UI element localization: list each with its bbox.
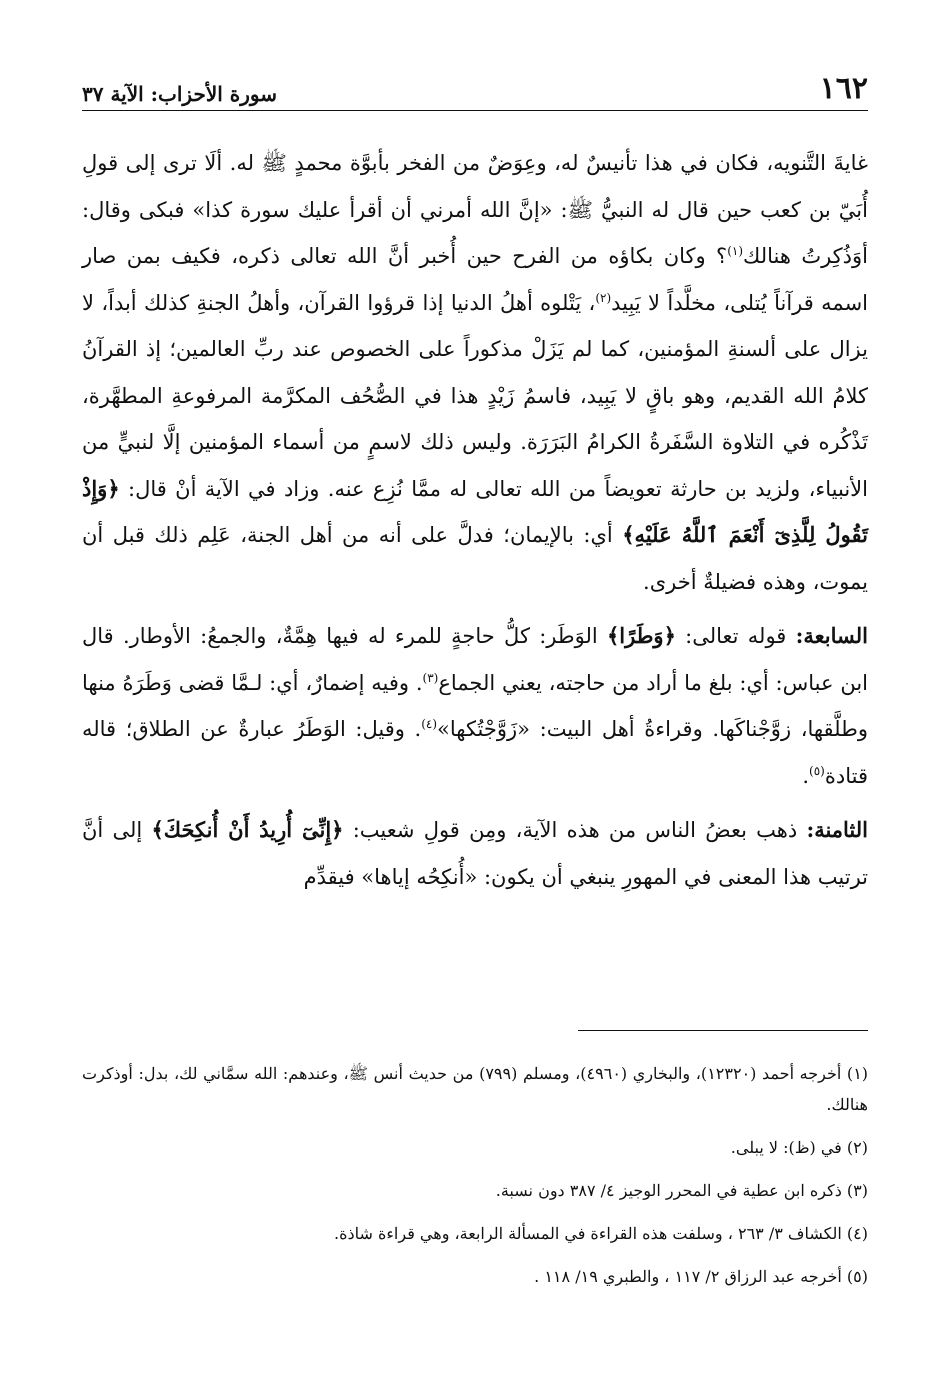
page-number: ١٦٢ xyxy=(819,71,868,106)
text-segment: ، يَتْلوه أهلُ الدنيا إذا قرؤوا القرآن، وأهلُ الجنةِ كذلك أبداً، لا يزال على ألسنةِ المؤمنين، كما لم يَزَلْ مذكوراً على الخصوص عند ربِّ العالمين؛ إذ القرآنُ كلامُ الله القديم، وهو باقٍ لا يَبِيد، فاسمُ زَيْدٍ هذا في الصُّحُف المكرَّمة المرفوعةِ المطهَّرة، تَذْكُره في التلاوة السَّفَرةُ الكرامُ البَرَرَة. وليس ذلك لاسمٍ من أسماء المؤمنين إلَّا لنبيٍّ من الأنبياء، ولزيد بن حارثة تعويضاً من الله تعالى له ممَّا نُزِع عنه. وزاد في الآية أنْ قال: xyxy=(82,290,868,501)
footnote-1: (١) أخرجه أحمد (١٢٣٢٠)، والبخاري (٤٩٦٠)، ومسلم (٧٩٩) من حديث أنس ﷺ، وعندهم: الله سمَّاني لك، بدل: أوذكرت هنالك. xyxy=(82,1064,869,1114)
footnote-5: (٥) أخرجه عبد الرزاق ٢/ ١١٧ ، والطبري ١٩/ ١١٨ . xyxy=(534,1267,868,1286)
footnotes xyxy=(82,1058,868,1304)
footnote-3: (٣) ذكره ابن عطية في المحرر الوجيز ٤/ ٣٨٧ دون نسبة. xyxy=(495,1181,868,1200)
text-segment: أي: بالإيمان؛ فدلَّ على أنه من أهل الجنة، عَلِم ذلك قبل أن يموت، وهذه فضيلةٌ أخرى. xyxy=(82,523,868,594)
text-segment: . xyxy=(802,763,810,788)
footnote-ref[interactable]: (١) xyxy=(727,244,744,258)
paragraph-3 xyxy=(82,807,868,900)
footnote-ref[interactable]: (٢) xyxy=(595,290,612,305)
quran-quote: ﴿وَطَرًا﴾ xyxy=(606,623,676,648)
text-segment: ؟ وكان بكاؤه من الفرح حين أُخبر أنَّ الله تعالى ذكره، فكيف بمن صار اسمه قرآناً يُتلى، مخلَّداً لا يَبِيد xyxy=(82,244,868,315)
section-lead: الثامنة: xyxy=(806,817,869,842)
paragraph-1 xyxy=(82,140,868,605)
page-header xyxy=(82,58,868,111)
text-segment: ذهب بعضُ الناس من هذه الآية، ومِن قولِ شعيب: xyxy=(352,818,798,842)
section-lead: السابعة: xyxy=(795,623,868,648)
text-segment: قوله تعالى: xyxy=(685,624,787,648)
text-segment: الوَطَر: كلُّ حاجةٍ للمرء له فيها هِمَّةٌ، والجمعُ: الأوطار. قال ابن عباس: أي: بلغ ما أراد من حاجته، يعني الجماع xyxy=(82,624,868,695)
footnote-2: (٢) في (ظ): لا يبلى. xyxy=(730,1138,868,1157)
text-segment: إلى أنَّ ترتيب هذا المعنى في المهورِ ينبغي أن يكون: «أُنكِحُه إياها» فيقدِّم xyxy=(82,818,868,889)
quran-quote: ﴿إِنِّىٓ أُرِيدُ أَنْ أُنكِحَكَ﴾ xyxy=(151,817,344,842)
text-segment: غايةَ التَّنويه، فكان في هذا تأنيسٌ له، وعِوَضٌ من الفخر بأبوَّة محمدٍ ﷺ له. ألَا ترى إلى قولِ أُبَيّ بن كعب حين قال له النبيُّ ﷺ: «إنَّ الله أمرني أن أقرأ عليك سورة كذا» فبكى وقال: أوَذُكِرتُ هنالك xyxy=(82,151,869,268)
footnote-4: (٤) الكشاف ٣/ ٢٦٣ ، وسلفت هذه القراءة في المسألة الرابعة، وهي قراءة شاذة. xyxy=(334,1224,868,1243)
main-text xyxy=(82,140,868,900)
paragraph-2 xyxy=(82,613,868,799)
quran-quote: ﴿وَإِذْ تَقُولُ لِلَّذِىٓ أَنْعَمَ ٱللَّهُ عَلَيْهِ﴾ xyxy=(82,475,869,547)
footnote-ref[interactable]: (٤) xyxy=(421,717,438,731)
footnote-ref[interactable]: (٣) xyxy=(422,670,439,685)
footnote-divider xyxy=(578,1030,868,1031)
footnote-ref[interactable]: (٥) xyxy=(809,763,825,778)
text-segment: . وقيل: الوَطَرُ عبارةٌ عن الطلاق؛ قاله قتادة xyxy=(82,717,868,788)
running-title: سورة الأحزاب: الآية ٣٧ xyxy=(82,82,277,106)
text-segment: . وفيه إضمارٌ، أي: لـمَّا قضى وَطَرَهُ منها وطلَّقها، زوَّجْناكَها. وقراءةُ أهل البيت: «زَوَّجْتُكها» xyxy=(82,670,868,741)
